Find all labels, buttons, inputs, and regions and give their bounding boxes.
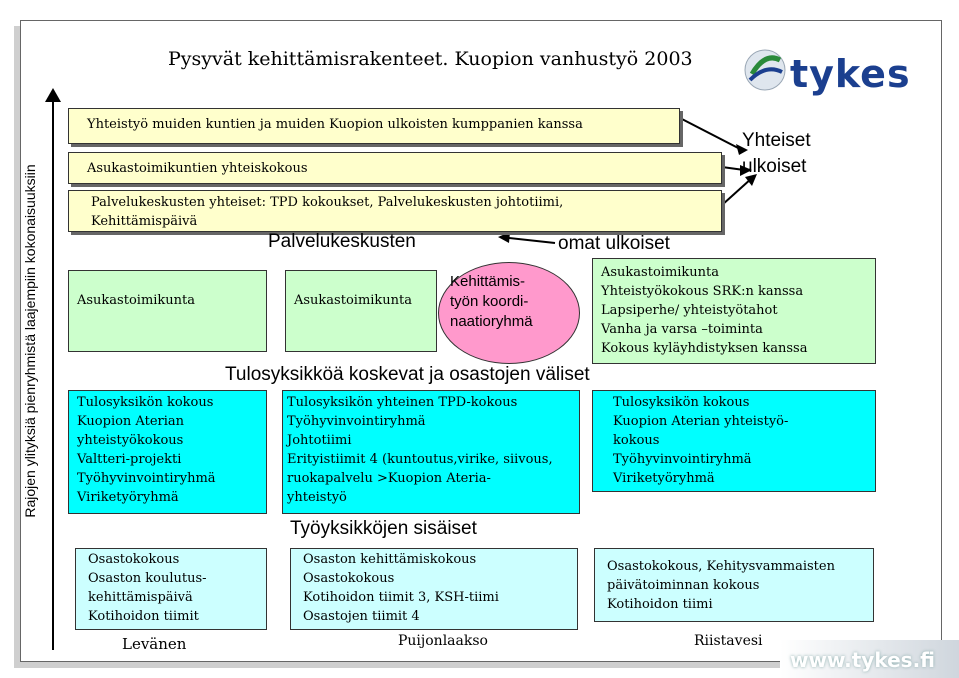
omat-ulkoiset-label: omat ulkoiset: [558, 233, 670, 254]
bar-palvelukeskus-common: [68, 190, 722, 232]
vertical-axis-label: Rajojen ylityksiä pienryhmistä laajempiin kokonaisuuksiin: [22, 164, 38, 518]
box-light-mid: [290, 548, 578, 630]
box-asukastoimikunta-left: [68, 270, 267, 352]
yhteiset-ulkoiset-label: Yhteiset ulkoiset: [742, 130, 811, 177]
slide-title: Pysyvät kehittämisrakenteet. Kuopion vanhustyö 2003: [168, 48, 693, 70]
coordination-group-label: Kehittämis- työn koordi- naatioryhmä: [450, 273, 533, 330]
box-light-left: [75, 548, 267, 630]
location-puijonlaakso: Puijonlaakso: [398, 633, 488, 649]
box-cyan-right: [592, 390, 876, 492]
bar-external-cooperation-label: Yhteistyö muiden kuntien ja muiden Kuopion ulkoisten kumppanien kanssa: [87, 117, 583, 132]
box-light-mid-text: Osaston kehittämiskokous Osastokokous Kotihoidon tiimit 3, KSH-tiimi Osastojen tiimit 4: [303, 552, 499, 624]
tulosyksikkoa-label: Tulosyksikköä koskevat ja osastojen väliset: [225, 364, 590, 385]
bar-asukas-joint: [68, 152, 722, 184]
box-right-cooperation-text: Asukastoimikunta Yhteistyökokous SRK:n kanssa Lapsiperhe/ yhteistyötahot Vanha ja varsa –toiminta Kokous kyläyhdistyksen kanssa: [601, 265, 808, 356]
box-asukastoimikunta-mid-label: Asukastoimikunta: [294, 293, 413, 308]
bar-palvelukeskus-common-label: Palvelukeskusten yhteiset: TPD kokoukset, Palvelukeskusten johtotiimi, Kehittämispäivä: [91, 195, 564, 229]
box-cyan-left: [68, 390, 267, 514]
box-light-right: [594, 548, 874, 622]
box-cyan-mid-text: Tulosyksikön yhteinen TPD-kokous Työhyvinvointiryhmä Johtotiimi Erityistiimit 4 (kuntoutus,virike, siivous, ruokapalvelu >Kuopion Ateria- yhteistyö: [287, 395, 553, 505]
box-asukastoimikunta-mid: [285, 270, 437, 352]
location-riistavesi: Riistavesi: [694, 633, 763, 649]
palvelukeskusten-label: Palvelukeskusten: [268, 231, 416, 252]
bar-asukas-joint-label: Asukastoimikuntien yhteiskokous: [87, 161, 308, 176]
box-asukastoimikunta-left-label: Asukastoimikunta: [77, 293, 196, 308]
box-light-left-text: Osastokokous Osaston koulutus- kehittämispäivä Kotihoidon tiimit: [88, 552, 207, 624]
location-levanen: Levänen: [122, 635, 187, 653]
box-cyan-left-text: Tulosyksikön kokous Kuopion Aterian yhteistyökokous Valtteri-projekti Työhyvinvointiryhmä Viriketyöryhmä: [77, 395, 216, 505]
box-right-cooperation: [592, 258, 876, 364]
box-light-right-text: Osastokokous, Kehitysvammaisten päivätoiminnan kokous Kotihoidon tiimi: [607, 559, 835, 612]
footer-url: www.tykes.fi: [790, 648, 935, 672]
tyoyksikkojen-label: Työyksikköjen sisäiset: [290, 518, 477, 539]
box-cyan-right-text: Tulosyksikön kokous Kuopion Aterian yhteistyö- kokous Työhyvinvointiryhmä Viriketyöryhmä: [613, 395, 789, 486]
bar-external-cooperation: [68, 108, 680, 144]
logo-wordmark: tykes: [790, 52, 911, 96]
box-cyan-mid: [282, 390, 580, 514]
